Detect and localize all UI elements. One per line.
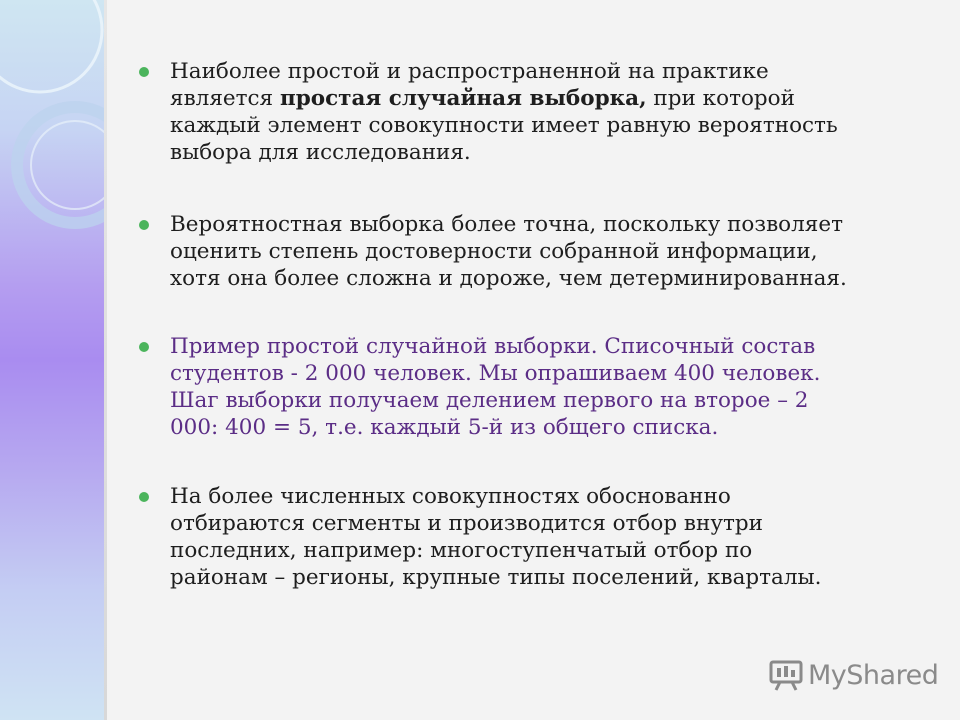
bullet-text-1-end: при которой каждый элемент совокупности имеет равную вероятность выбора для исследования. (170, 86, 838, 165)
bullet-item-3 (170, 333, 930, 441)
bullet-dot (139, 492, 149, 502)
bullet-dot (139, 67, 149, 77)
bullet-text-1 (170, 58, 930, 166)
bullet-item-4 (170, 483, 930, 591)
presentation-board-icon (768, 657, 804, 693)
watermark-logo (768, 655, 938, 695)
watermark-text: MyShared (808, 659, 939, 691)
bullet-item-1 (170, 58, 930, 166)
bullet-text-3: Пример простой случайной выборки. Списочный состав студентов - 2 000 человек. Мы опрашиваем 400 человек. Шаг выборки получаем делением первого на второе – 2 000: 400 = 5, т.е. каждый 5-й из общего списка. (170, 334, 821, 440)
bullet-dot (139, 220, 149, 230)
bullet-text-1-bold: простая случайная выборка, (279, 86, 647, 111)
bullet-text-1-start: Наиболее простой и распространенной на практике является (170, 59, 769, 111)
bullet-item-2 (170, 211, 930, 292)
bullet-dot (139, 342, 149, 352)
bullet-text-2: Вероятностная выборка более точна, поскольку позволяет оценить степень достоверности собранной информации, хотя она более сложна и дороже, чем детерминированная. (170, 212, 847, 291)
bullet-text-4: На более численных совокупностях обоснованно отбираются сегменты и производится отбор внутри последних, например: многоступенчатый отбор по районам – регионы, крупные типы поселений, кварталы. (170, 484, 822, 590)
